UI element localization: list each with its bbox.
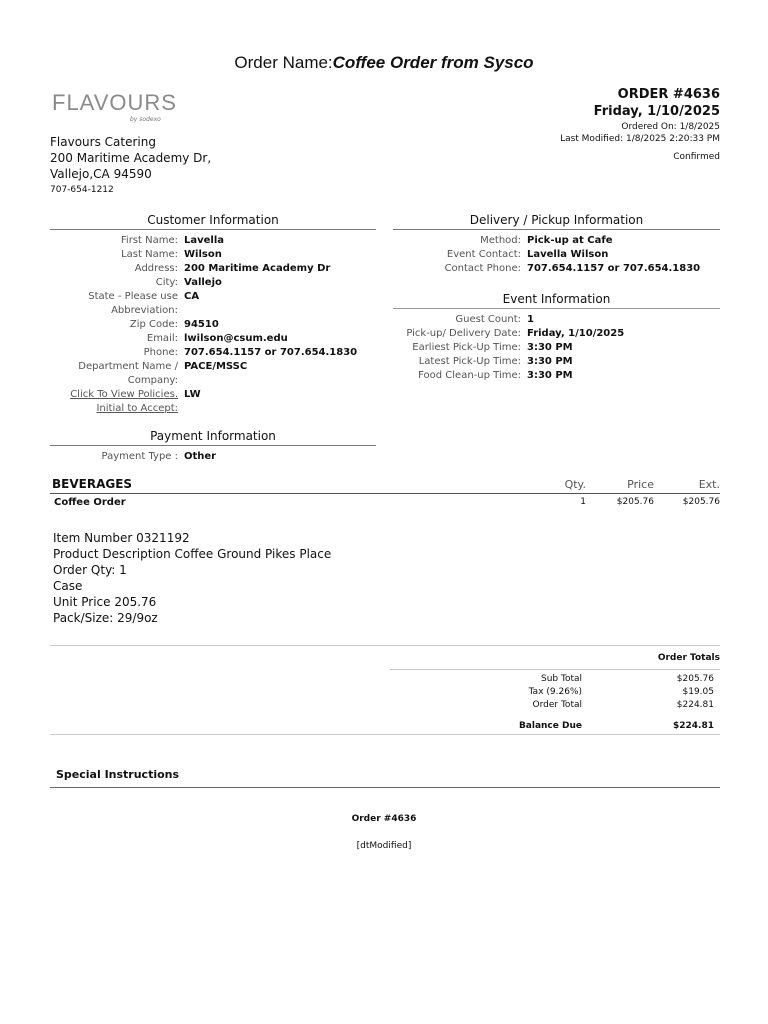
contact-phone-value: 707.654.1157 or 707.654.1830 — [527, 263, 701, 274]
ordered-on: Ordered On: 1/8/2025 — [621, 122, 720, 132]
city-label: City: — [155, 277, 178, 288]
pack-size: Pack/Size: 29/9oz — [53, 611, 158, 625]
department-value: PACE/MSSC — [184, 361, 248, 372]
city-state-zip: Vallejo,CA 94590 — [50, 167, 152, 181]
logo-subtext: by sodexo — [130, 116, 161, 123]
order-name: Coffee Order from Sysco — [332, 53, 534, 72]
phone-row — [50, 346, 376, 360]
footer-order-number: Order #4636 — [351, 814, 417, 824]
initial-row — [50, 402, 376, 416]
line-item-row — [50, 497, 720, 508]
earliest-pickup-label: Earliest Pick-Up Time: — [412, 342, 521, 353]
city-row — [50, 276, 376, 290]
item-name: Coffee Order — [54, 497, 126, 508]
phone-label: Phone: — [143, 347, 178, 358]
product-description: Product Description Coffee Ground Pikes Place — [53, 547, 332, 561]
department-row-cont — [50, 374, 376, 388]
item-price: $205.76 — [616, 497, 654, 507]
state-value: CA — [184, 291, 200, 302]
customer-info-header: Customer Information — [50, 213, 376, 230]
earliest-pickup-value: 3:30 PM — [527, 342, 573, 353]
delivery-information — [393, 213, 720, 276]
qty-column-header: Qty. — [564, 478, 586, 491]
latest-pickup-value: 3:30 PM — [527, 356, 573, 367]
pickup-date-value: Friday, 1/10/2025 — [527, 328, 625, 339]
item-qty: 1 — [580, 497, 586, 507]
department-row — [50, 360, 376, 374]
event-info-header: Event Information — [393, 292, 720, 309]
order-date: Friday, 1/10/2025 — [593, 104, 720, 119]
unit-of-measure: Case — [53, 579, 83, 593]
subtotal-row — [390, 673, 720, 686]
tax-row — [390, 686, 720, 699]
street-address: 200 Maritime Academy Dr, — [50, 151, 212, 165]
event-contact-value: Lavella Wilson — [527, 249, 609, 260]
order-header — [560, 87, 720, 163]
logo-wordmark: FLAVOURS — [52, 90, 177, 115]
first-name-row — [50, 234, 376, 248]
guest-count-label: Guest Count: — [455, 314, 521, 325]
special-instructions-label: Special Instructions — [56, 768, 180, 781]
state-row — [50, 290, 376, 304]
method-label: Method: — [480, 235, 521, 246]
payment-type-row — [50, 450, 376, 464]
order-status: Confirmed — [673, 152, 720, 162]
address-value: 200 Maritime Academy Dr — [184, 263, 331, 274]
order-qty: Order Qty: 1 — [53, 563, 127, 577]
company-name: Flavours Catering — [50, 135, 156, 149]
tax-value: $19.05 — [682, 687, 714, 697]
state-row-cont — [50, 304, 376, 318]
order-total-row — [390, 699, 720, 712]
balance-due-label: Balance Due — [518, 721, 582, 731]
first-name-value: Lavella — [184, 235, 225, 246]
zip-label: Zip Code: — [129, 319, 178, 330]
guest-count-row — [393, 313, 720, 327]
address-row — [50, 262, 376, 276]
order-totals-header: Order Totals — [390, 653, 720, 670]
method-value: Pick-up at Cafe — [527, 235, 613, 246]
department-label: Department Name / — [78, 361, 178, 372]
price-column-header: Price — [627, 478, 654, 491]
item-description — [53, 530, 331, 626]
item-number: Item Number 0321192 — [53, 531, 190, 545]
company-logo — [52, 90, 177, 123]
section-divider — [50, 645, 720, 646]
zip-value: 94510 — [184, 319, 219, 330]
payment-information — [50, 429, 376, 464]
section-divider — [50, 734, 720, 735]
ext-column-header: Ext. — [698, 478, 720, 491]
subtotal-value: $205.76 — [676, 674, 714, 684]
payment-type-value: Other — [184, 451, 217, 462]
subtotal-label: Sub Total — [540, 674, 582, 684]
address-label: Address: — [134, 263, 178, 274]
event-contact-label: Event Contact: — [446, 249, 521, 260]
email-label: Email: — [146, 333, 178, 344]
customer-information — [50, 213, 376, 416]
last-name-label: Last Name: — [121, 249, 178, 260]
cleanup-label: Food Clean-up Time: — [418, 370, 521, 381]
order-total-label: Order Total — [532, 700, 582, 710]
last-modified: Last Modified: 1/8/2025 2:20:33 PM — [560, 134, 720, 144]
event-contact-row — [393, 248, 720, 262]
email-row — [50, 332, 376, 346]
initial-accept-link[interactable]: Initial to Accept: — [96, 403, 178, 414]
event-information — [393, 292, 720, 383]
page-title — [0, 53, 768, 73]
item-ext: $205.76 — [682, 497, 720, 507]
company-phone: 707-654-1212 — [50, 185, 114, 195]
earliest-pickup-row — [393, 341, 720, 355]
cleanup-row — [393, 369, 720, 383]
title-prefix: Order Name: — [234, 53, 333, 72]
pickup-date-row — [393, 327, 720, 341]
state-label-cont: Abbreviation: — [111, 305, 178, 316]
special-instructions — [50, 768, 720, 788]
state-label: State - Please use — [88, 291, 178, 302]
contact-phone-label: Contact Phone: — [444, 263, 521, 274]
last-name-value: Wilson — [184, 249, 222, 260]
pickup-date-label: Pick-up/ Delivery Date: — [406, 328, 521, 339]
cleanup-value: 3:30 PM — [527, 370, 573, 381]
method-row — [393, 234, 720, 248]
email-value: lwilson@csum.edu — [184, 333, 288, 344]
delivery-info-header: Delivery / Pickup Information — [393, 213, 720, 230]
payment-info-header: Payment Information — [50, 429, 376, 446]
footer-modified: [dtModified] — [356, 841, 412, 851]
last-name-row — [50, 248, 376, 262]
policies-row — [50, 388, 376, 402]
company-label: Company: — [127, 375, 178, 386]
beverages-header — [50, 477, 720, 494]
zip-row — [50, 318, 376, 332]
latest-pickup-label: Latest Pick-Up Time: — [418, 356, 521, 367]
beverages-section — [50, 477, 720, 508]
order-total-value: $224.81 — [676, 700, 714, 710]
first-name-label: First Name: — [120, 235, 178, 246]
latest-pickup-row — [393, 355, 720, 369]
tax-label: Tax (9.26%) — [528, 687, 582, 697]
contact-phone-row — [393, 262, 720, 276]
order-totals — [390, 653, 720, 733]
guest-count-value: 1 — [527, 314, 534, 325]
policies-initial-value: LW — [184, 389, 201, 400]
balance-due-value: $224.81 — [673, 721, 714, 731]
beverages-title: BEVERAGES — [52, 477, 133, 491]
balance-due-row — [390, 720, 720, 733]
view-policies-link[interactable]: Click To View Policies. — [70, 389, 178, 400]
order-number: ORDER #4636 — [617, 87, 720, 102]
company-address — [50, 134, 211, 198]
city-value: Vallejo — [184, 277, 222, 288]
phone-value: 707.654.1157 or 707.654.1830 — [184, 347, 358, 358]
unit-price: Unit Price 205.76 — [53, 595, 157, 609]
payment-type-label: Payment Type : — [101, 451, 178, 462]
